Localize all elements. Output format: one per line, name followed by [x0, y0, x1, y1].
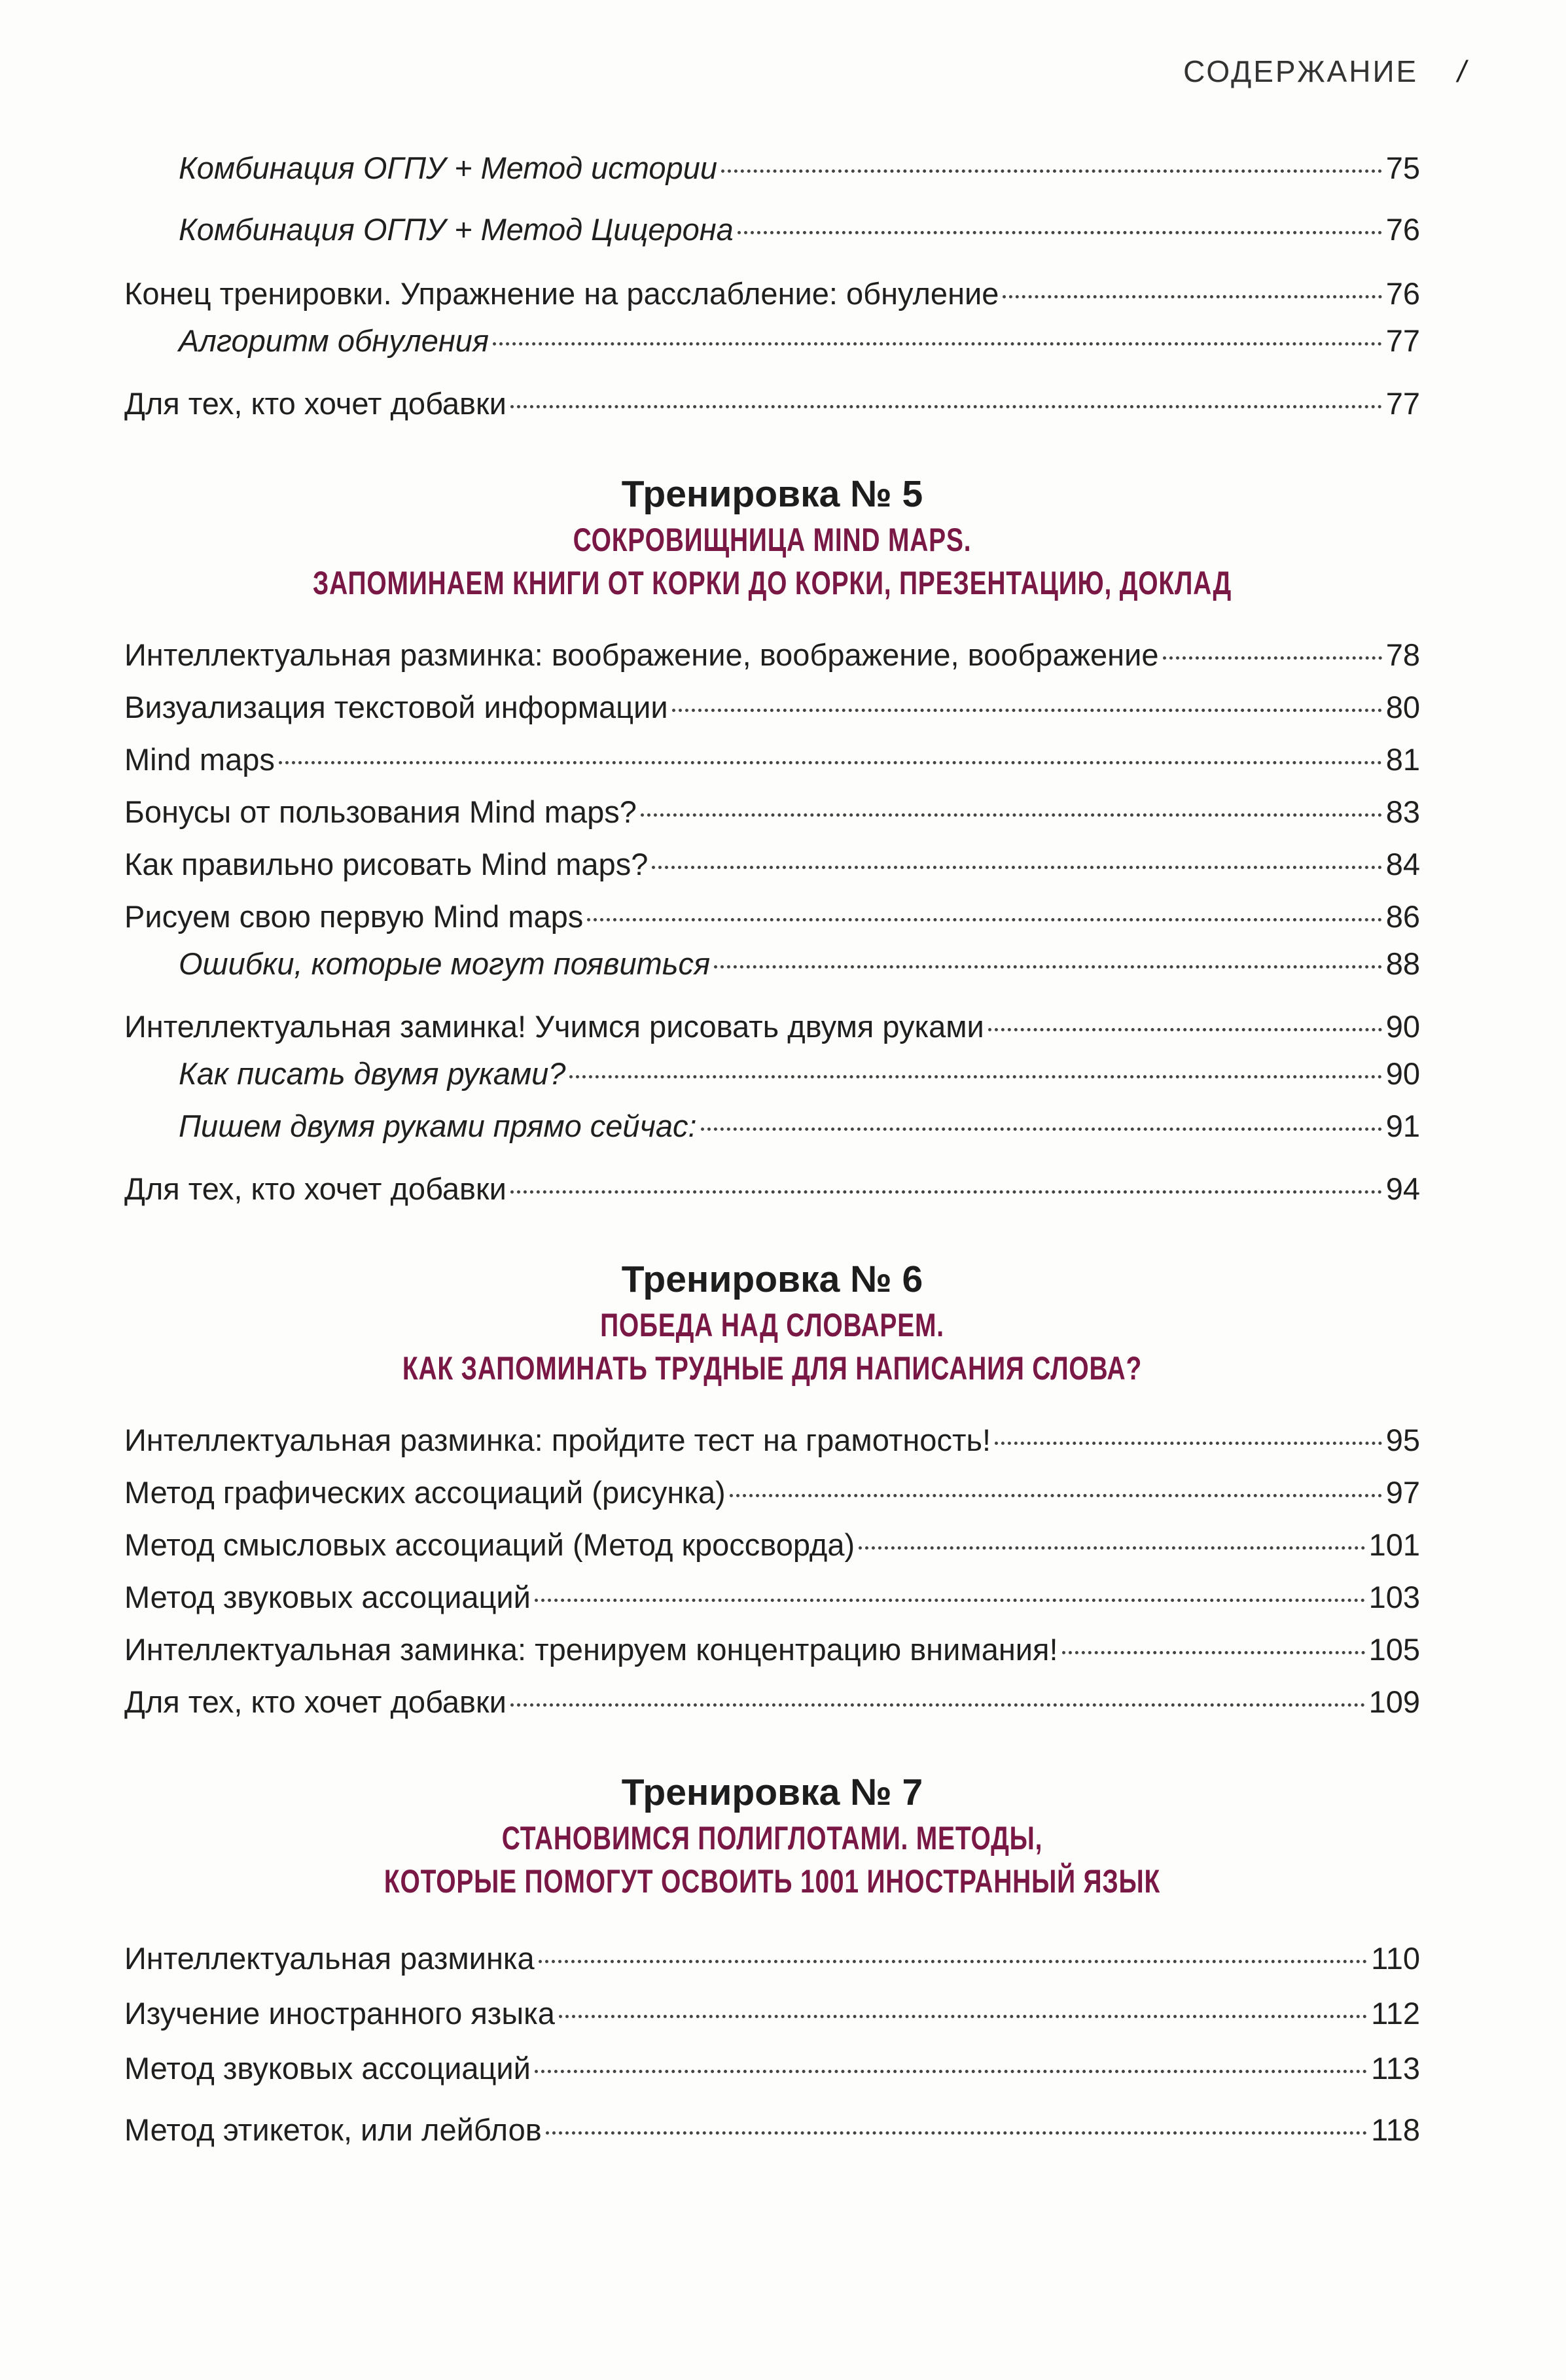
toc-entry[interactable]	[124, 275, 1420, 313]
toc-entry-page: 81	[1385, 742, 1420, 777]
toc-entry-page: 86	[1385, 899, 1420, 934]
toc-entry-page: 105	[1368, 1632, 1420, 1667]
dot-leader	[721, 169, 1382, 173]
section-topic-line-1: ПОБЕДА НАД СЛОВАРЕМ.	[600, 1307, 944, 1343]
section-topic-line-1: СТАНОВИМСЯ ПОЛИГЛОТАМИ. МЕТОДЫ,	[501, 1820, 1043, 1856]
toc-entry-page: 103	[1368, 1580, 1420, 1614]
running-head-title: СОДЕРЖАНИЕ	[1183, 54, 1419, 88]
toc-entry-page: 97	[1385, 1475, 1420, 1510]
toc-entry-page: 94	[1385, 1171, 1420, 1206]
toc-entry[interactable]	[124, 2111, 1420, 2149]
toc-entry-page: 112	[1371, 1996, 1420, 2031]
toc-entry-page: 88	[1385, 946, 1420, 981]
toc-entry-title: Визуализация текстовой информации	[124, 690, 668, 724]
toc-entry-title: Комбинация ОГПУ + Метод Цицерона	[179, 212, 734, 247]
toc-entry-page: 110	[1371, 1941, 1420, 1976]
toc-entry[interactable]	[124, 1683, 1420, 1721]
dot-leader	[652, 866, 1381, 869]
dot-leader	[535, 1599, 1365, 1602]
section-topic-line-1: СОКРОВИЩНИЦА MIND MAPS.	[573, 522, 972, 558]
toc-entry-title: Для тех, кто хочет добавки	[124, 1171, 507, 1206]
section-topic-line-2: КАК ЗАПОМИНАТЬ ТРУДНЫЕ ДЛЯ НАПИСАНИЯ СЛОВА?	[402, 1350, 1143, 1387]
toc-entry-page: 76	[1385, 276, 1420, 311]
dot-leader	[701, 1128, 1382, 1131]
toc-entry-title: Ошибки, которые могут появиться	[179, 946, 711, 981]
dot-leader	[539, 1960, 1367, 1963]
toc-entry-page: 90	[1385, 1009, 1420, 1044]
toc-entry-title: Изучение иностранного языка	[124, 1996, 555, 2031]
toc-entry-title: Алгоритм обнуления	[179, 323, 489, 358]
toc-entry-title: Для тех, кто хочет добавки	[124, 1684, 507, 1719]
toc-entry-title: Для тех, кто хочет добавки	[124, 386, 507, 421]
toc-entry-title: Интеллектуальная заминка! Учимся рисовать двумя руками	[124, 1009, 984, 1044]
section-heading-5	[124, 470, 1420, 605]
toc-entry[interactable]	[124, 1170, 1420, 1208]
dot-leader	[859, 1546, 1364, 1550]
toc-entry[interactable]	[124, 898, 1420, 936]
toc-entry-page: 91	[1385, 1109, 1420, 1143]
toc-entry-title: Метод звуковых ассоциаций	[124, 2051, 531, 2086]
toc-entry[interactable]	[124, 845, 1420, 883]
dot-leader	[510, 405, 1382, 408]
toc-entry[interactable]	[124, 1107, 1420, 1145]
toc-entry-page: 80	[1385, 690, 1420, 724]
section-topic-line-2: ЗАПОМИНАЕМ КНИГИ ОТ КОРКИ ДО КОРКИ, ПРЕЗЕНТАЦИЮ, ДОКЛАД	[312, 565, 1232, 601]
toc-entry-title: Конец тренировки. Упражнение на расслабление: обнуление	[124, 276, 999, 311]
running-head	[1183, 54, 1468, 89]
dot-leader	[569, 1075, 1381, 1078]
section-topic-line-2: КОТОРЫЕ ПОМОГУТ ОСВОИТЬ 1001 ИНОСТРАННЫЙ ЯЗЫК	[383, 1863, 1161, 1900]
toc-entry-page: 90	[1385, 1056, 1420, 1091]
toc-entry-title: Mind maps	[124, 742, 275, 777]
toc-entry[interactable]	[124, 741, 1420, 779]
toc-entry-page: 109	[1368, 1684, 1420, 1719]
toc-entry-title: Как писать двумя руками?	[179, 1056, 566, 1091]
toc-entry-title: Интеллектуальная разминка: пройдите тест на грамотность!	[124, 1423, 991, 1457]
toc-entry[interactable]	[124, 211, 1420, 249]
toc-entry-page: 76	[1385, 212, 1420, 247]
toc-entry-title: Пишем двумя руками прямо сейчас:	[179, 1109, 697, 1143]
toc-entry[interactable]	[124, 1578, 1420, 1616]
dot-leader	[714, 965, 1382, 968]
dot-leader	[559, 2015, 1367, 2018]
toc-entry[interactable]	[124, 1474, 1420, 1512]
dot-leader	[730, 1494, 1382, 1497]
dot-leader	[587, 918, 1381, 921]
dot-leader	[988, 1028, 1382, 1031]
toc-entry-title: Интеллектуальная разминка	[124, 1941, 535, 1976]
toc-entry[interactable]	[124, 1631, 1420, 1669]
toc-entry-page: 77	[1385, 323, 1420, 358]
dot-leader	[493, 342, 1382, 346]
dot-leader	[1003, 295, 1381, 298]
toc-entry-page: 101	[1368, 1527, 1420, 1562]
toc-entry-title: Интеллектуальная разминка: воображение, воображение, воображение	[124, 637, 1159, 672]
toc-entry[interactable]	[124, 793, 1420, 831]
section-number: Тренировка № 5	[621, 473, 923, 515]
dot-leader	[1163, 656, 1382, 660]
toc-entry[interactable]	[124, 636, 1420, 674]
toc-entry-page: 83	[1385, 794, 1420, 829]
dot-leader	[1062, 1651, 1365, 1654]
toc-entry[interactable]	[124, 1995, 1420, 2033]
toc-entry[interactable]	[124, 1940, 1420, 1978]
toc-entry-page: 118	[1371, 2112, 1420, 2147]
dot-leader	[995, 1442, 1382, 1445]
toc-entry[interactable]	[124, 1526, 1420, 1564]
section-number: Тренировка № 7	[621, 1771, 923, 1813]
section-heading-6	[124, 1255, 1420, 1390]
toc-entry[interactable]	[124, 322, 1420, 360]
dot-leader	[672, 709, 1382, 712]
toc-entry-page: 75	[1385, 151, 1420, 185]
dot-leader	[510, 1703, 1365, 1707]
toc-entry[interactable]	[124, 1055, 1420, 1093]
toc-entry-title: Метод этикеток, или лейблов	[124, 2112, 542, 2147]
toc-entry-page: 78	[1385, 637, 1420, 672]
toc-entry[interactable]	[124, 2050, 1420, 2087]
dot-leader	[641, 813, 1382, 817]
toc-entry[interactable]	[124, 688, 1420, 726]
table-of-contents	[124, 149, 1420, 2149]
toc-entry-title: Интеллектуальная заминка: тренируем концентрацию внимания!	[124, 1632, 1058, 1667]
toc-entry-page: 77	[1385, 386, 1420, 421]
dot-leader	[279, 761, 1382, 764]
dot-leader	[738, 231, 1382, 234]
toc-entry-title: Метод звуковых ассоциаций	[124, 1580, 531, 1614]
section-number: Тренировка № 6	[621, 1258, 923, 1300]
toc-entry-page: 95	[1385, 1423, 1420, 1457]
running-head-mark: /	[1457, 54, 1468, 88]
toc-entry[interactable]	[124, 945, 1420, 983]
toc-entry-title: Метод графических ассоциаций (рисунка)	[124, 1475, 726, 1510]
section-heading-7	[124, 1768, 1420, 1903]
toc-entry-title: Метод смысловых ассоциаций (Метод кроссворда)	[124, 1527, 855, 1562]
toc-entry[interactable]	[124, 1421, 1420, 1459]
dot-leader	[535, 2070, 1367, 2073]
toc-entry-title: Комбинация ОГПУ + Метод истории	[179, 151, 717, 185]
toc-entry-title: Как правильно рисовать Mind maps?	[124, 847, 649, 881]
toc-entry[interactable]	[124, 385, 1420, 423]
toc-entry-title: Рисуем свою первую Mind maps	[124, 899, 584, 934]
dot-leader	[546, 2131, 1367, 2135]
dot-leader	[510, 1190, 1382, 1194]
toc-entry[interactable]	[124, 149, 1420, 187]
toc-entry-title: Бонусы от пользования Mind maps?	[124, 794, 637, 829]
toc-entry-page: 113	[1371, 2051, 1420, 2086]
toc-entry-page: 84	[1385, 847, 1420, 881]
toc-entry[interactable]	[124, 1008, 1420, 1046]
